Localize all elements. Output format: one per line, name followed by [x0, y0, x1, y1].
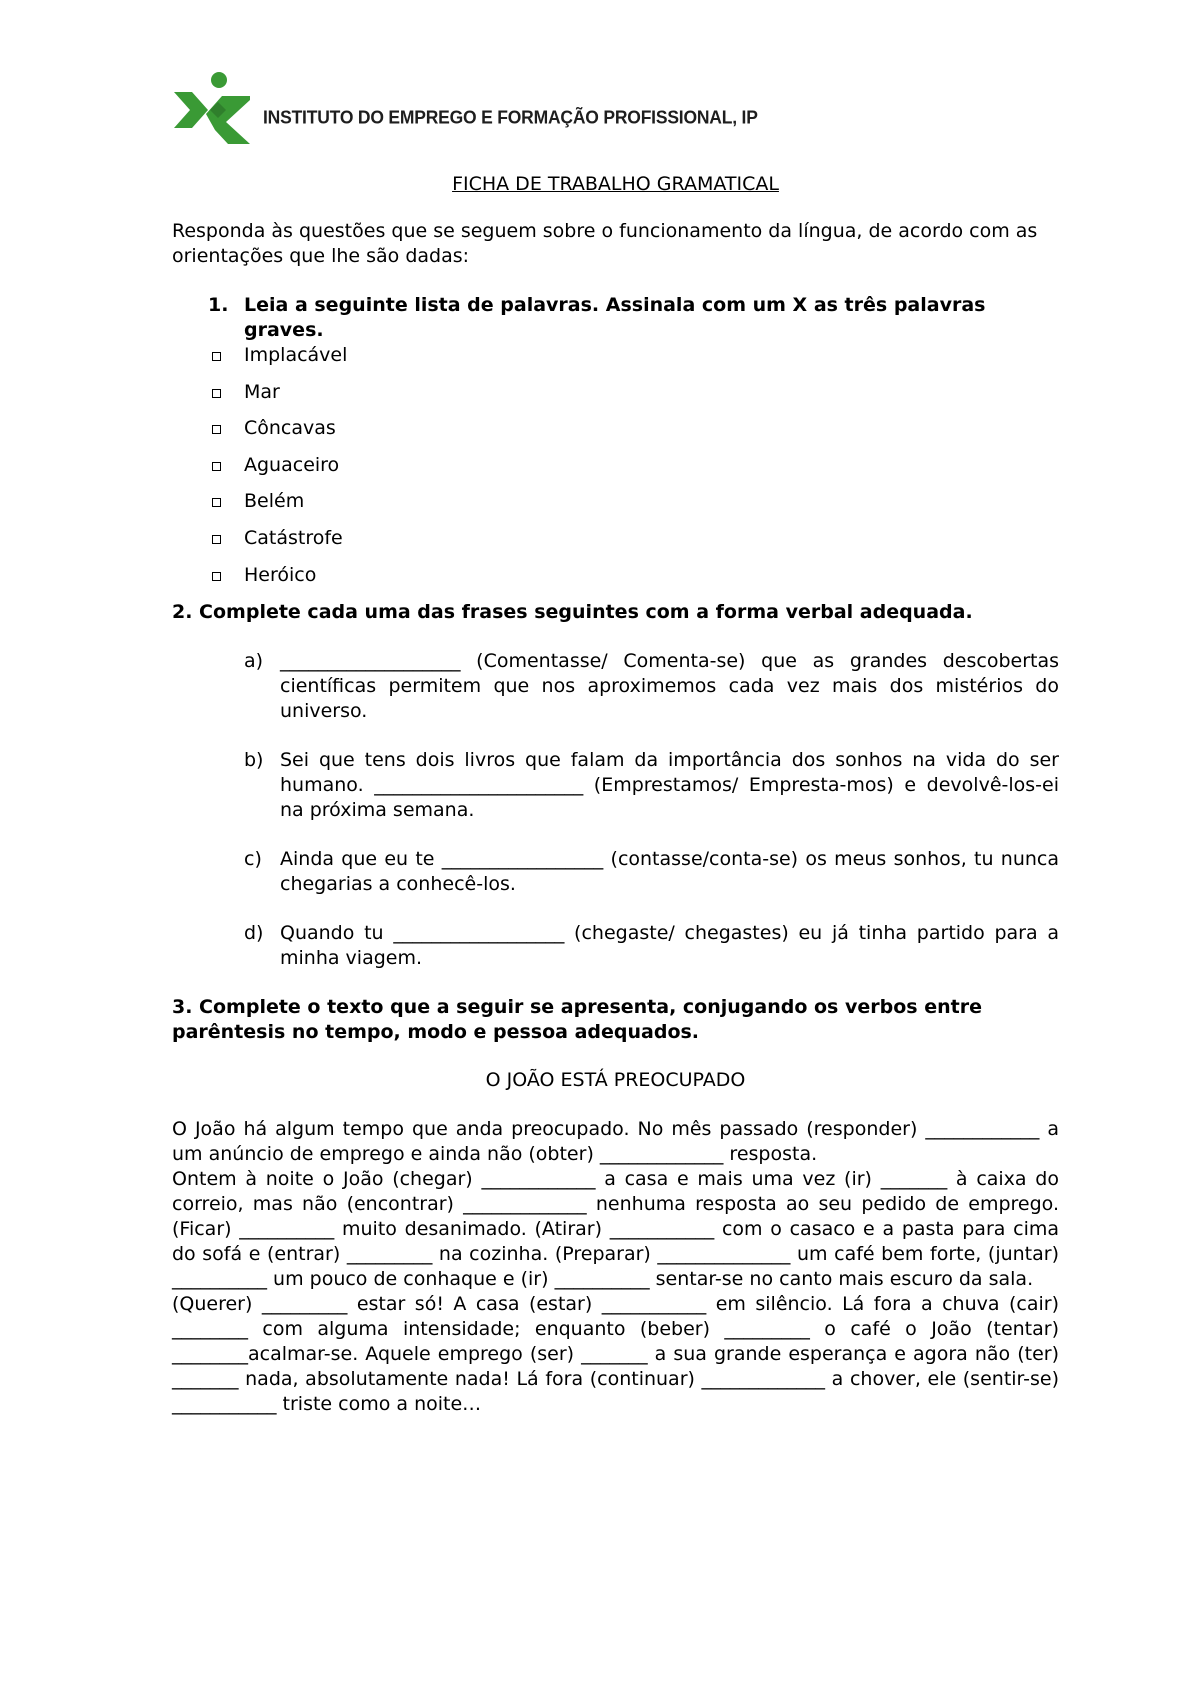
checkbox-square-icon[interactable] — [212, 498, 221, 507]
item-label: c) — [244, 848, 262, 871]
story-text — [172, 1117, 1059, 1417]
story-title: O JOÃO ESTÁ PREOCUPADO — [485, 1069, 746, 1092]
question-1-number: 1. — [208, 294, 229, 316]
institution-name: INSTITUTO DO EMPREGO E FORMAÇÃO PROFISSIONAL, IP — [263, 106, 758, 128]
word-label: Côncavas — [244, 417, 336, 440]
institution-logo — [170, 70, 758, 145]
item-text: Sei que tens dois livros que falam da importância dos sonhos na vida do ser humano. ______________________ (Emprestamos/ Empresta-mos) e devolvê-los-ei na próxima semana. — [280, 749, 1059, 822]
question-3-text: 3. Complete o texto que a seguir se apresenta, conjugando os verbos entre parêntesis no tempo, modo e pessoa adequados. — [172, 996, 982, 1044]
checkbox-square-icon[interactable] — [212, 462, 221, 471]
item-text: Quando tu __________________ (chegaste/ chegastes) eu já tinha partido para a minha viagem. — [280, 922, 1059, 970]
checkbox-square-icon[interactable] — [212, 572, 221, 581]
list-item[interactable] — [212, 416, 1059, 453]
iefp-logo-icon — [170, 70, 255, 145]
item-text: Ainda que eu te _________________ (contasse/conta-se) os meus sonhos, tu nunca chegarias a conhecê-los. — [280, 848, 1059, 896]
sentence-item — [244, 748, 1059, 823]
item-label: d) — [244, 922, 264, 945]
checkbox-square-icon[interactable] — [212, 425, 221, 434]
checkbox-square-icon[interactable] — [212, 389, 221, 398]
word-label: Catástrofe — [244, 526, 343, 549]
question-1-text: Leia a seguinte lista de palavras. Assinala com um X as três palavras graves. — [244, 294, 986, 341]
item-text: ___________________ (Comentasse/ Comenta-se) que as grandes descobertas científicas permitem que nos aproximemos cada vez mais dos mistérios do universo. — [280, 650, 1059, 723]
list-item[interactable] — [212, 526, 1059, 563]
story-paragraph: Ontem à noite o João (chegar) ____________ a casa e mais uma vez (ir) _______ à caixa do correio, mas não (encontrar) _____________ nenhuma resposta ao seu pedido de emprego. (Ficar) __________ muito desanimado. (Atirar) ___________ com o casaco e a pasta para cima do sofá e (entrar) _________ na cozinha. (Preparar) ______________ um café bem forte, (juntar) __________ um pouco de conhaque e (ir) __________ sentar-se no canto mais escuro da sala. — [172, 1168, 1059, 1291]
sentence-item — [244, 847, 1059, 897]
word-list — [172, 343, 1059, 599]
question-1 — [172, 293, 1059, 343]
item-label: a) — [244, 650, 264, 673]
item-label: b) — [244, 749, 264, 772]
sentence-item — [244, 921, 1059, 971]
list-item[interactable] — [212, 343, 1059, 380]
checkbox-square-icon[interactable] — [212, 352, 221, 361]
question-2-text: 2. Complete cada uma das frases seguintes com a forma verbal adequada. — [172, 601, 973, 624]
worksheet-content — [172, 172, 1059, 1417]
story-paragraph: (Querer) _________ estar só! A casa (estar) ___________ em silêncio. Lá fora a chuva (cair) ________ com alguma intensidade; enquanto (beber) _________ o café o João (tentar) ________acalmar-se. Aquele emprego (ser) _______ a sua grande esperança e agora não (ter) _______ nada, absolutamente nada! Lá fora (continuar) _____________ a chover, ele (sentir-se) ___________ triste como a noite… — [172, 1293, 1059, 1416]
list-item[interactable] — [212, 380, 1059, 417]
list-item[interactable] — [212, 563, 1059, 600]
word-label: Implacável — [244, 344, 348, 366]
intro-text: Responda às questões que se seguem sobre o funcionamento da língua, de acordo com as orientações que lhe são dadas: — [172, 220, 1038, 267]
sentence-item — [244, 649, 1059, 724]
word-label: Mar — [244, 380, 280, 403]
page-title: FICHA DE TRABALHO GRAMATICAL — [452, 173, 779, 195]
question-2-items — [172, 649, 1059, 971]
list-item[interactable] — [212, 453, 1059, 490]
checkbox-square-icon[interactable] — [212, 535, 221, 544]
word-label: Heróico — [244, 563, 317, 586]
list-item[interactable] — [212, 489, 1059, 526]
story-paragraph: O João há algum tempo que anda preocupado. No mês passado (responder) ____________ a um anúncio de emprego e ainda não (obter) _____________ resposta. — [172, 1118, 1059, 1166]
word-label: Belém — [244, 490, 305, 513]
word-label: Aguaceiro — [244, 453, 340, 476]
